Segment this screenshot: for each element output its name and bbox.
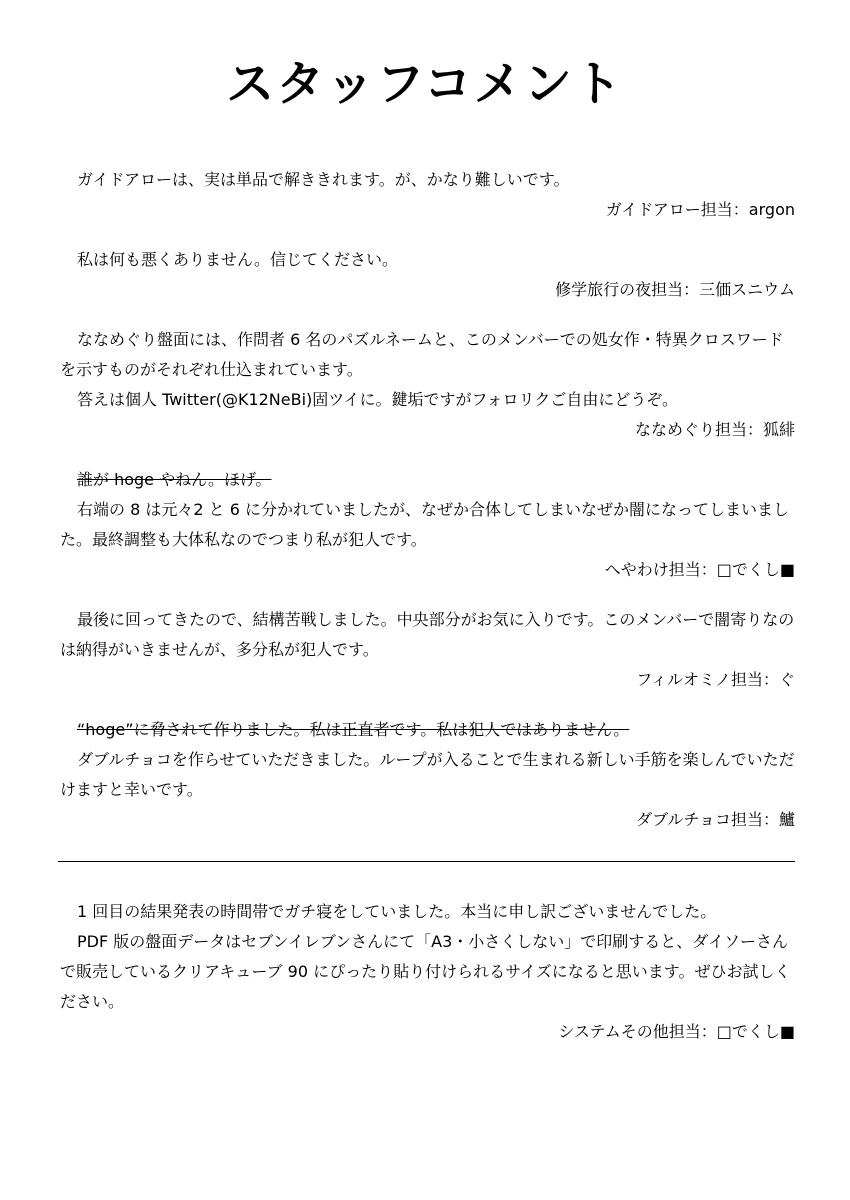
comment-text: 答えは個人 Twitter(@K12NeBi)固ツイに。鍵垢ですがフォロリクご自由にどうぞ。 <box>77 390 679 409</box>
comment-system <box>60 897 795 1047</box>
comment-school-trip <box>60 245 795 305</box>
comment-signature: 修学旅行の夜担当：三価スニウム <box>555 280 795 299</box>
comment-text: 右端の 8 は元々2 と 6 に分かれていましたが、なぜか合体してしまいなぜか闇になってしまいました。最終調整も大体私なのでつまり私が犯人です。 <box>60 500 789 549</box>
struck-text: “hoge”に脅されて作りました。私は正直者です。私は犯人ではありません。 <box>77 720 630 739</box>
comment-text: 1 回目の結果発表の時間帯でガチ寝をしていました。本当に申し訳ございませんでした。 <box>77 902 717 921</box>
comment-heyawake <box>60 465 795 585</box>
comment-signature: ガイドアロー担当：argon <box>605 200 795 219</box>
comment-guide-arrow <box>60 165 795 225</box>
comment-text: PDF 版の盤面データはセブンイレブンさんにて「A3・小さくしない」で印刷すると、ダイソーさんで販売しているクリアキューブ 90 にぴったり貼り付けられるサイズになると思います。ぜひお試しください。 <box>60 932 791 1011</box>
comment-signature: ななめぐり担当：狐緋 <box>634 420 795 439</box>
page-title: スタッフコメント <box>226 56 624 112</box>
comment-text: ガイドアローは、実は単品で解ききれます。が、かなり難しいです。 <box>77 170 570 189</box>
comment-fillomino <box>60 605 795 695</box>
comment-text: ダブルチョコを作らせていただきました。ループが入ることで生まれる新しい手筋を楽しんでいただけますと幸いです。 <box>60 750 795 799</box>
comment-signature: システムその他担当：□でくし■ <box>558 1022 795 1041</box>
comment-signature: フィルオミノ担当：ぐ <box>636 670 795 689</box>
comment-text: ななめぐり盤面には、作問者 6 名のパズルネームと、このメンバーでの処女作・特異クロスワードを示すものがそれぞれ仕込まれています。 <box>60 330 784 379</box>
comment-signature: ダブルチョコ担当：鱸 <box>636 810 795 829</box>
comment-text: 最後に回ってきたので、結構苦戦しました。中央部分がお気に入りです。このメンバーで闇寄りなのは納得がいきませんが、多分私が犯人です。 <box>60 610 795 659</box>
comment-double-choco <box>60 715 795 835</box>
struck-text: 誰が hoge やねん。ほげ。 <box>77 470 272 489</box>
comment-signature: へやわけ担当：□でくし■ <box>604 560 795 579</box>
comment-nanameguri <box>60 325 795 445</box>
section-divider <box>58 861 795 862</box>
comment-text: 私は何も悪くありません。信じてください。 <box>77 250 398 269</box>
